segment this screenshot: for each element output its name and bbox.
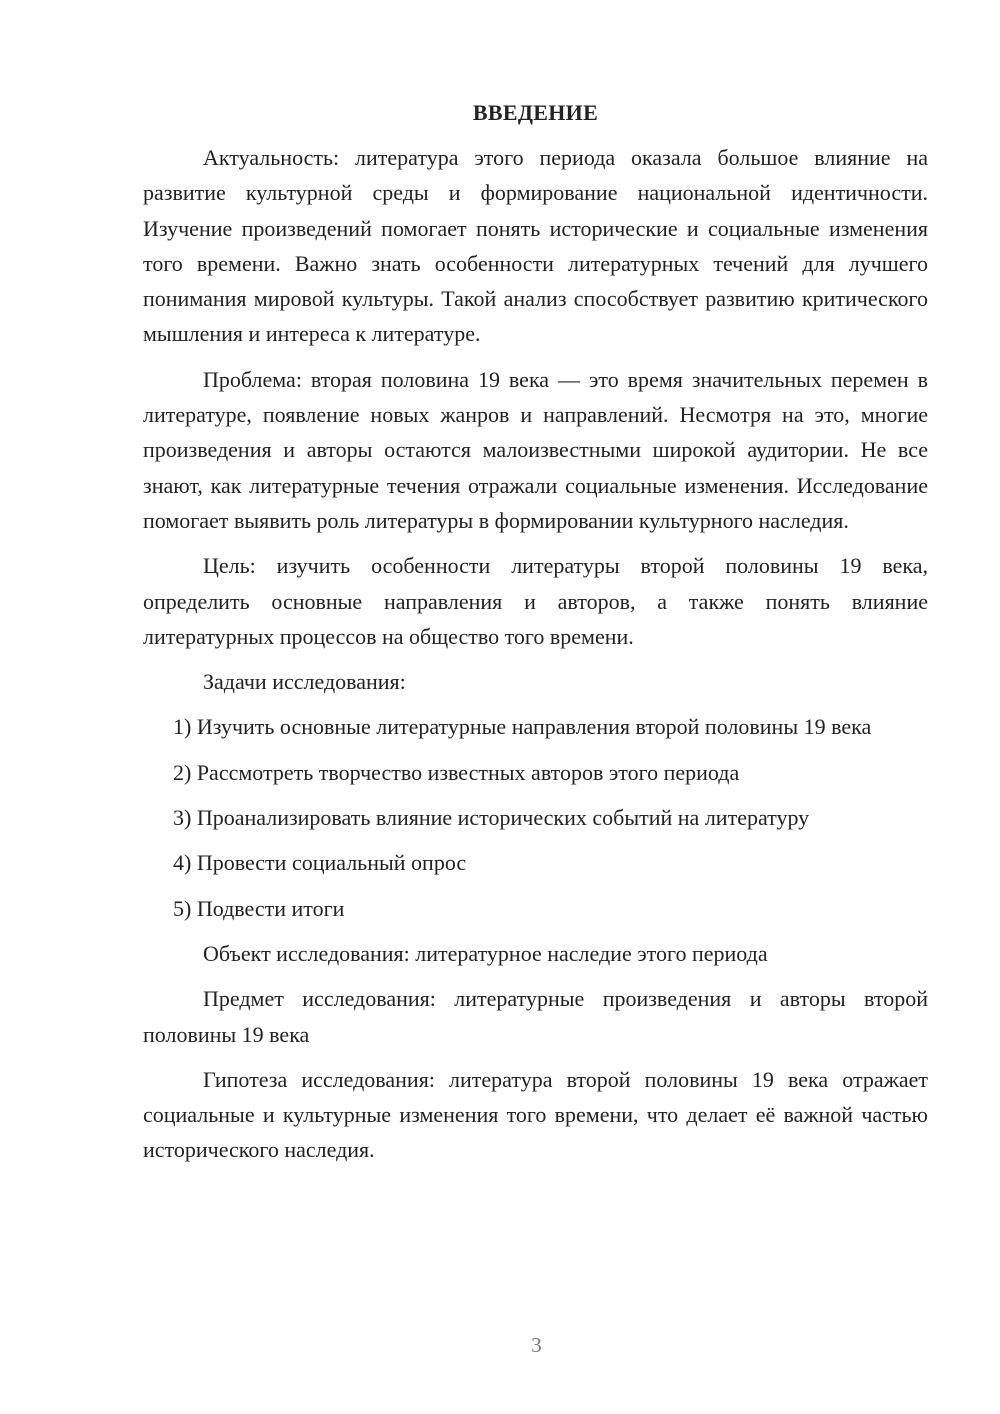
goal-paragraph: Цель: изучить особенности литературы второй половины 19 века, определить основные направления и авторов, а также понять влияние литературных процессов на общество того времени. bbox=[143, 553, 928, 649]
task-item: 4) Провести социальный опрос bbox=[173, 850, 467, 876]
relevance-paragraph: Актуальность: литература этого периода оказала большое влияние на развитие культурной среды и формирование национальной идентичности. Изучение произведений помогает понять исторические и социальные изменения того времени. Важно знать особенности литературных течений для лучшего понимания мировой культуры. Такой анализ способствует развитию критического мышления и интереса к литературе. bbox=[143, 145, 928, 347]
task-item: 5) Подвести итоги bbox=[173, 895, 345, 921]
research-object: Объект исследования: литературное наследие этого периода bbox=[203, 940, 768, 966]
page-title: ВВЕДЕНИЕ bbox=[472, 100, 599, 125]
task-item: 3) Проанализировать влияние исторических событий на литературу bbox=[173, 805, 810, 831]
research-hypothesis: Гипотеза исследования: литература второй половины 19 века отражает социальные и культурные изменения того времени, что делает её важной частью исторического наследия. bbox=[143, 1066, 928, 1163]
problem-paragraph: Проблема: вторая половина 19 века — это время значительных перемен в литературе, появление новых жанров и направлений. Несмотря на это, многие произведения и авторы остаются малоизвестными широкой аудитории. Не все знают, как литературные течения отражали социальные изменения. Исследование помогает выявить роль литературы в формировании культурного наследия. bbox=[143, 366, 928, 533]
task-item: 2) Рассмотреть творчество известных авторов этого периода bbox=[173, 759, 740, 785]
tasks-heading: Задачи исследования: bbox=[203, 669, 406, 695]
page-number: 3 bbox=[531, 1333, 542, 1357]
page-content bbox=[143, 95, 928, 1178]
research-subject: Предмет исследования: литературные произведения и авторы второй половины 19 века bbox=[143, 986, 928, 1047]
task-item: 1) Изучить основные литературные направления второй половины 19 века bbox=[173, 714, 872, 740]
